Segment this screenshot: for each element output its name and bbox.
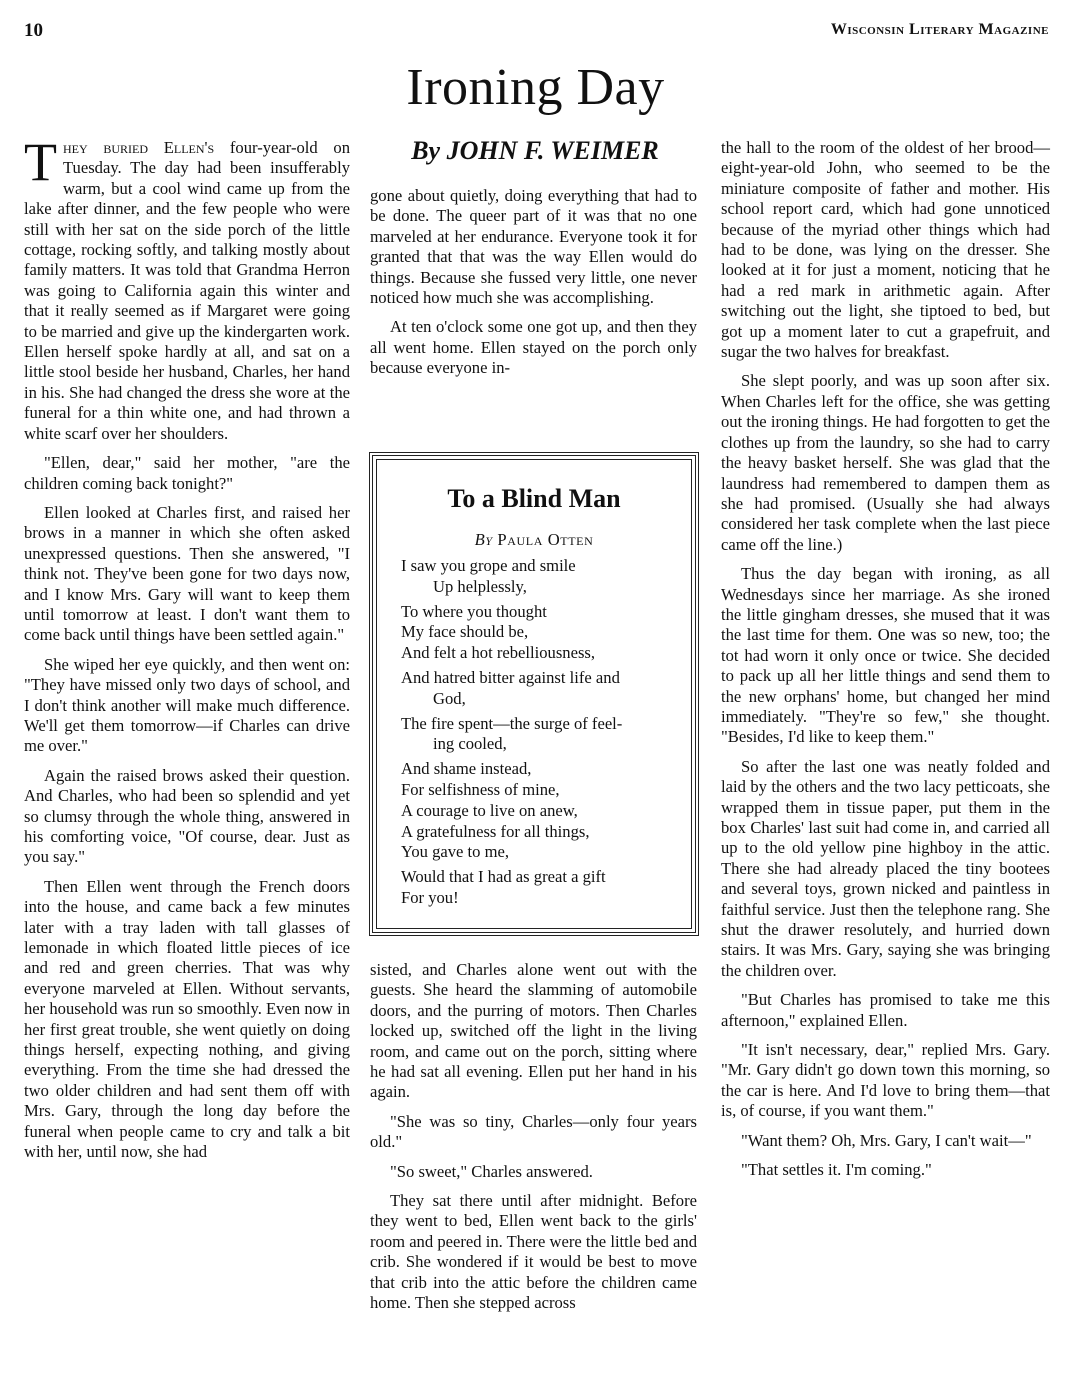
poem-line: God, (433, 688, 466, 708)
paragraph: the hall to the room of the oldest of her brood—eight-year-old John, who seemed to be the miniature composite of father and mother. His school report card, which had gone unnoticed because of the myriad other things which had had to be done, was lying on the dresser. She looked at it for just a moment, noticing that he had a red mark in arithmetic again. After switching out the light, she tiptoed to bed, but got up a moment later to cut a grapefruit, and sugar the two halves for breakfast. (721, 138, 1050, 362)
poem-line: You gave to me, (401, 842, 510, 862)
poem-author-name: Paula Otten (497, 530, 594, 549)
article-column-2-bottom (370, 960, 697, 1323)
running-head: Wisconsin Literary Magazine (830, 21, 1049, 38)
paragraph: "It isn't necessary, dear," replied Mrs. Gary. "Mr. Gary didn't go down town this morning, so the car is here. And I'd love to bring them—that is, of course, if you want them." (721, 1040, 1050, 1121)
poem-line: And hatred bitter against life and (401, 667, 620, 687)
poem-line: A gratefulness for all things, (401, 821, 590, 841)
article-title: Ironing Day (406, 59, 665, 116)
paragraph-text: four-year-old on Tuesday. The day had been insufferably warm, but a cool wind came up from the lake after dinner, and the few people who were still with her sat on the side porch of the little cottage, rocking softly, and talking mostly about family matters. It was told that Grandma Herron was going to California again this winter and that it really seemed as if Margaret were going to be married and give up the kindergarten work. Ellen herself spoke hardly at all, and sat on a little stool beside her husband, Charles, her hand in his. She had changed the dress she wore at the funeral for a thin white one, and had thrown a white scarf over her shoulders. (24, 138, 350, 443)
poem-body (401, 556, 677, 909)
poem-title: To a Blind Man (447, 484, 621, 513)
poem-line: And shame instead, (401, 759, 532, 779)
poem-box (369, 452, 699, 936)
paragraph: She slept poorly, and was up soon after six. When Charles left for the office, she was getting out the ironing things. He had forgotten to get the clothes up from the laundry, so she had to carry the heavy basket herself. She was glad that the laundress had remembered to dampen them as she had promised. (Usually she had always considered her task complete when the last piece came off the line.) (721, 371, 1050, 554)
poem-line: A courage to live on anew, (401, 800, 578, 820)
paragraph: Ellen looked at Charles first, and raised her brows in a manner in which she often asked unexpressed questions. Then she answered, "I think not. They've been gone for two days now, and I know Mrs. Gary will want to keep them until tomorrow at least. I don't want them to come back until things have been settled again." (24, 502, 350, 645)
article-column-2-top (370, 186, 697, 388)
paragraph: She wiped her eye quickly, and then went on: "They have missed only two days of school, and I don't think another will make much difference. We'll get them tomorrow—if Charles can drive me over." (24, 654, 350, 756)
article-column-3 (721, 138, 1050, 1190)
poem-line: Would that I had as great a gift (401, 867, 606, 887)
paragraph: gone about quietly, doing everything that had to be done. The queer part of it was that no one marveled at her endurance. Everyone took it for granted that that was the way Ellen would do things. Because she fussed very little, one never noticed how much she was accomplishing. (370, 186, 697, 308)
paragraph: sisted, and Charles alone went out with the guests. She heard the slamming of automobile doors, and the purring of motors. Then Charles locked up, switched off the light in the living room, and came out on the porch, sitting where he had sat all evening. Ellen put her hand in his again. (370, 960, 697, 1102)
drop-cap: T (24, 132, 57, 192)
paragraph: "Want them? Oh, Mrs. Gary, I can't wait—" (741, 1130, 1032, 1150)
poem-by: By (474, 530, 493, 549)
poem-line: For you! (401, 887, 459, 907)
article-byline: By JOHN F. WEIMER (411, 136, 659, 165)
paragraph: "Ellen, dear," said her mother, "are the children coming back tonight?" (24, 453, 350, 493)
lead-in-smallcaps: hey buried Ellen's (63, 138, 215, 157)
poem-line: Up helplessly, (433, 576, 527, 596)
paragraph: "So sweet," Charles answered. (390, 1161, 593, 1181)
paragraph: "But Charles has promised to take me this afternoon," explained Ellen. (721, 990, 1050, 1030)
paragraph: "She was so tiny, Charles—only four years old." (370, 1111, 697, 1152)
article-column-1 (24, 132, 350, 1172)
paragraph: They sat there until after midnight. Before they went to bed, Ellen went back to the girls' room and peered in. There were the little bed and crib. She wondered if it would be best to move that crib into the attic before the children came home. Then she stepped across (370, 1191, 697, 1313)
paragraph: Thus the day began with ironing, as all Wednesdays since her marriage. As she ironed the little gingham dresses, she mused that it was the last time for them. One was so new, too; the tot had worn it only once or twice. She decided to pack up all her little things and send them to the new orphans' home, but changed her mind immediately. "They're so few," she thought. "Besides, I'd like to keep them." (721, 564, 1050, 747)
poem-line: I saw you grope and smile (401, 556, 576, 575)
poem-line: For selfishness of mine, (401, 779, 560, 799)
paragraph: So after the last one was neatly folded and laid by the others and the two lacy petticoats, she wrapped them in tissue paper, put them in the box Charles' last suit had come in, and carried all up to the old yellow pine highboy in the attic. There she had already placed the tiny bootees and several toys, grown nicked and paintless in faithful service. Just then the telephone rang. She shut the drawer resolutely, and hurried down stairs. It was Mrs. Gary, saying she was bringing the children over. (721, 756, 1050, 980)
paragraph: Again the raised brows asked their question. And Charles, who had been so splendid and yet so clumsy through the whole thing, answered in his comforting voice, "Of course, dear. Just as you say." (24, 765, 350, 867)
poem-line: And felt a hot rebelliousness, (401, 643, 596, 663)
poem-author (377, 530, 691, 550)
poem-line: My face should be, (401, 622, 529, 642)
page-number: 10 (24, 20, 43, 41)
paragraph: Then Ellen went through the French doors into the house, and came back a few minutes later with a tray laden with tall glasses of lemonade in which floated little pieces of ice and red and green cherries. That was why everyone marveled at Ellen. Without servants, her household was run so smoothly. Even now in her first great trouble, she went quietly on doing things herself, expecting nothing, and giving everything. From the time she had dressed the two older children and had sent them off with Mrs. Gary, through the long day before the funeral when people came to cry and talk a bit with her, until now, she had (24, 876, 350, 1162)
paragraph (24, 132, 350, 444)
paragraph: At ten o'clock some one got up, and then they all went home. Ellen stayed on the porch only because everyone in- (370, 317, 697, 378)
poem-inner-border (376, 459, 692, 929)
poem-line: To where you thought (401, 601, 547, 621)
poem-line: The fire spent—the surge of feel- (401, 713, 623, 733)
poem-line: ing cooled, (433, 734, 507, 754)
paragraph: "That settles it. I'm coming." (741, 1160, 932, 1180)
